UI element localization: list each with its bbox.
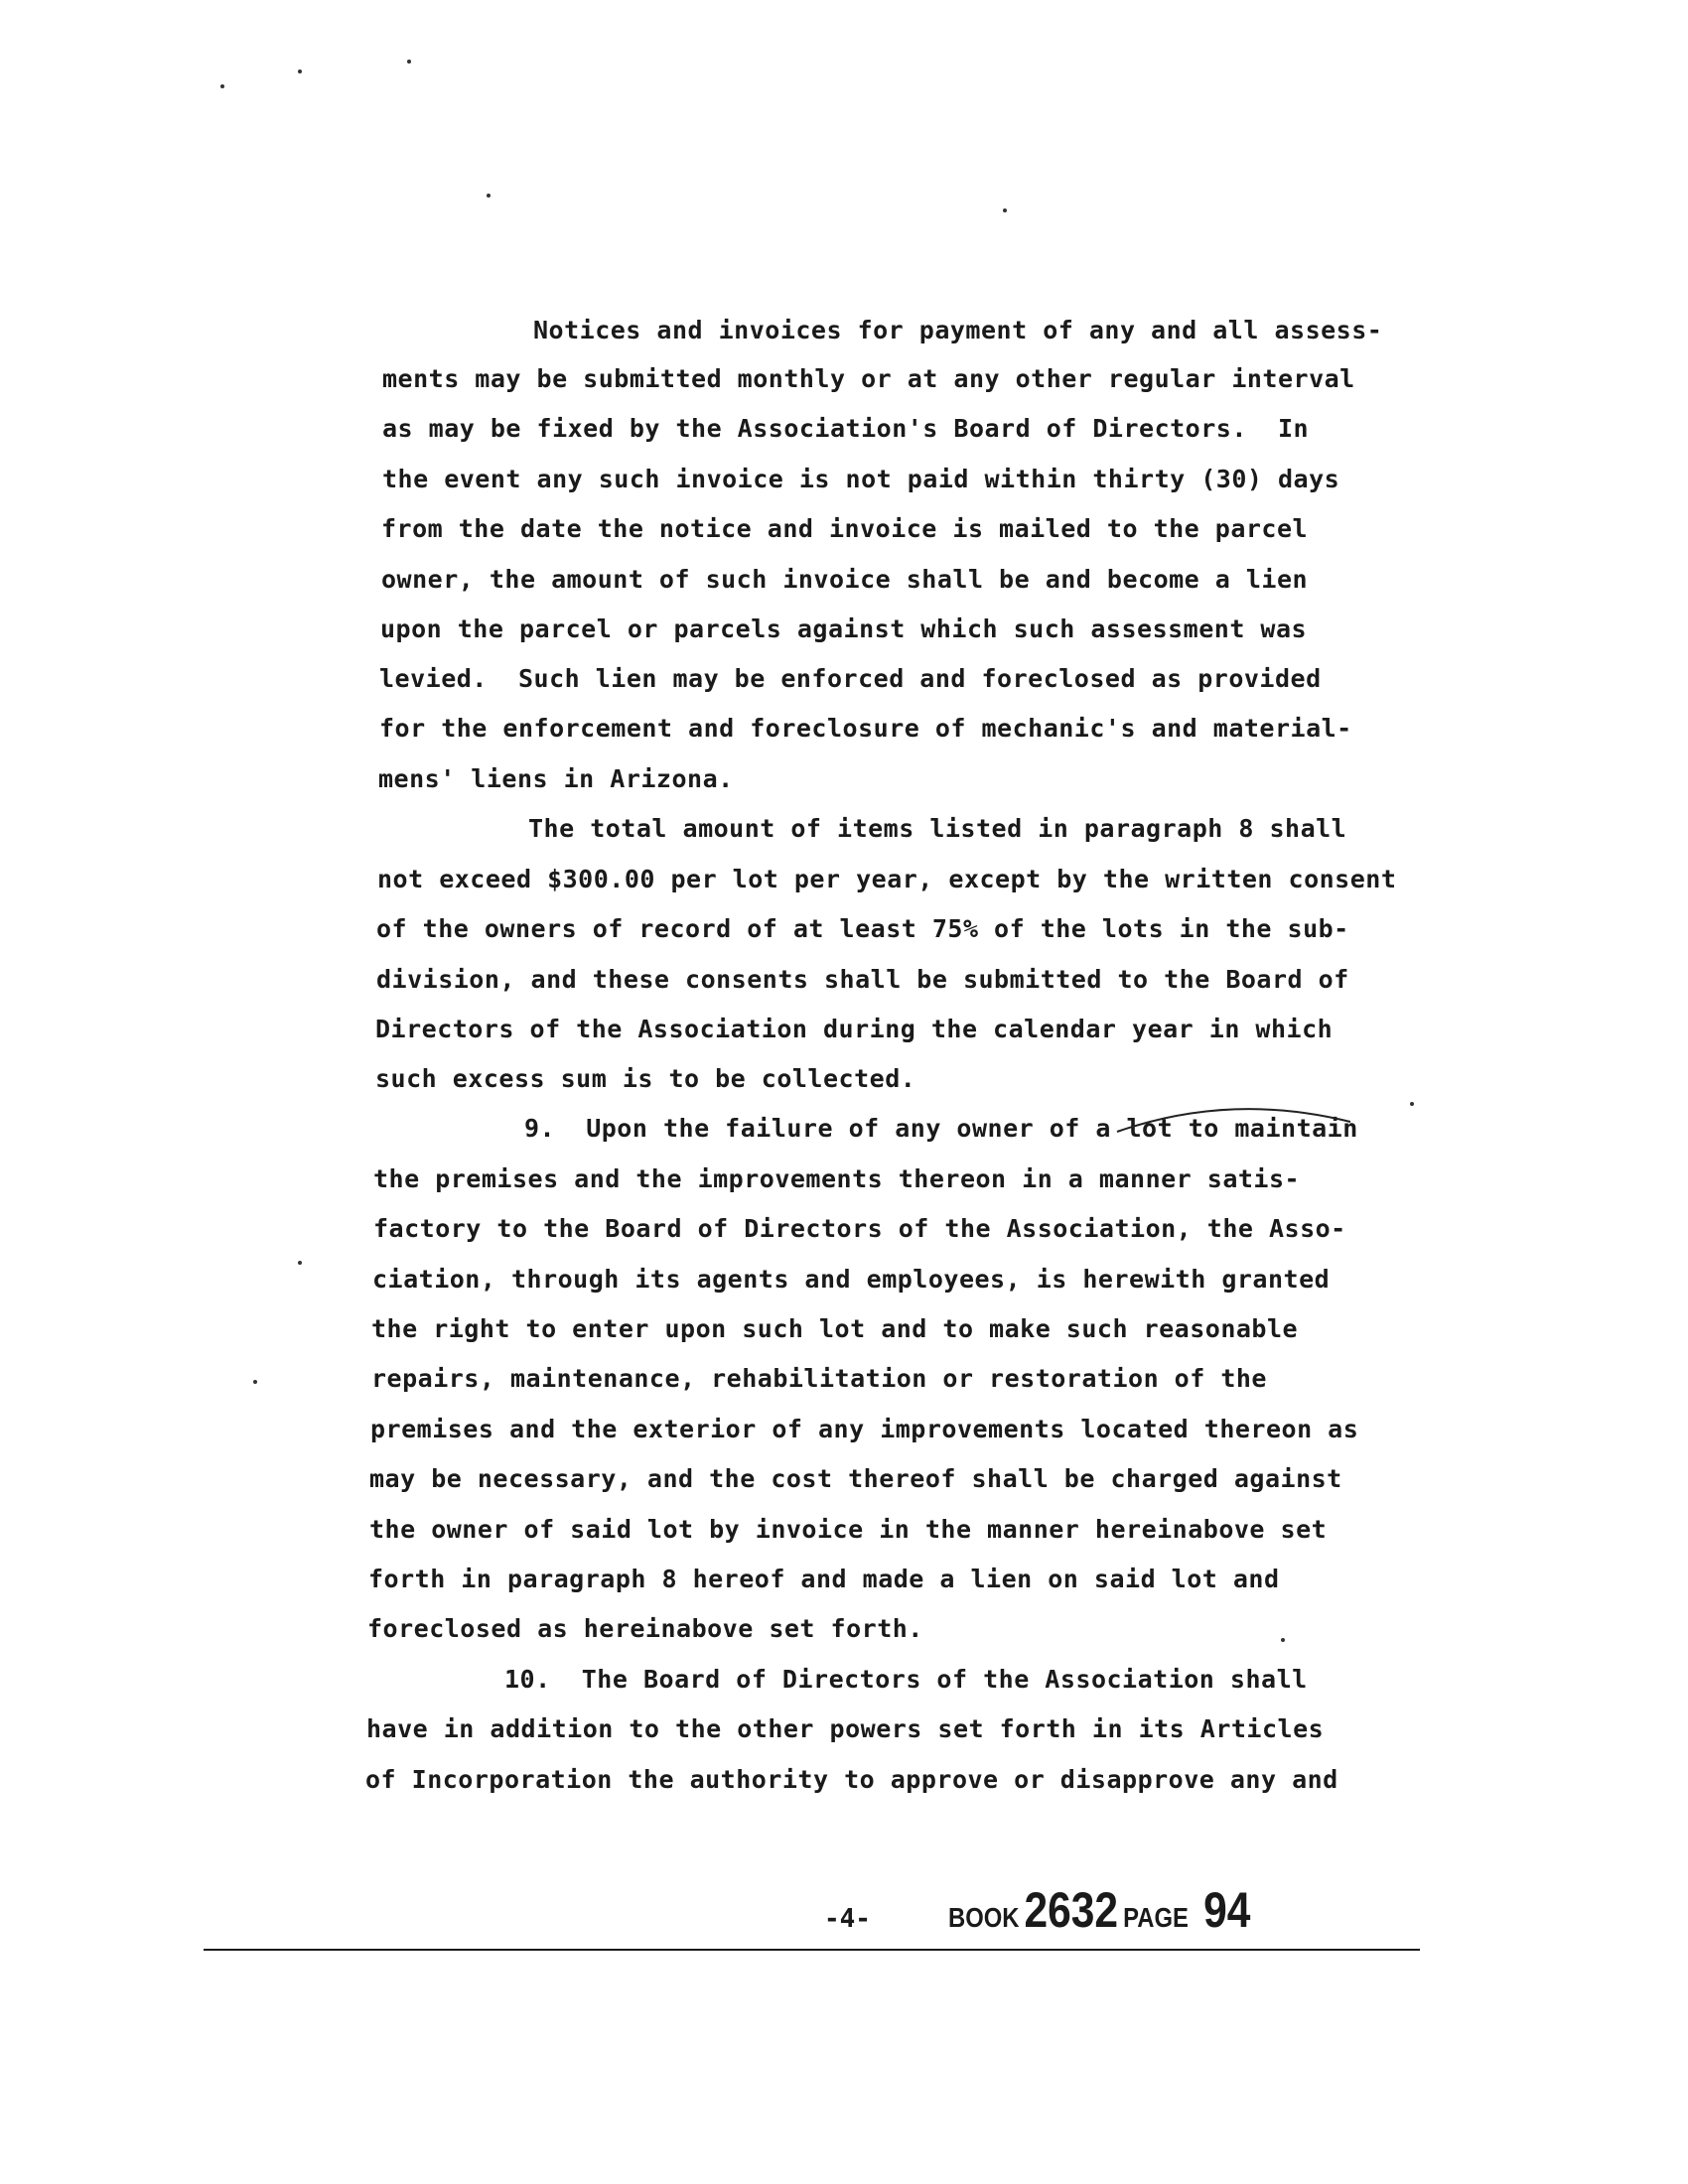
scan-speck [1281, 1638, 1285, 1642]
text-line: mens' liens in Arizona. [378, 764, 734, 793]
scan-speck [298, 69, 302, 73]
scan-speck [298, 1261, 302, 1265]
text-line: the premises and the improvements thereon in a manner satis- [373, 1164, 1301, 1193]
text-line: Notices and invoices for payment of any and all assess- [533, 316, 1383, 344]
text-line: factory to the Board of Directors of the Association, the Asso- [373, 1214, 1346, 1243]
footer-rule [204, 1949, 1420, 1951]
book-page-stamp [948, 1881, 1250, 1939]
text-line: 9. Upon the failure of any owner of a lot to maintain [524, 1114, 1358, 1143]
text-line: as may be fixed by the Association's Board of Directors. In [382, 414, 1310, 443]
text-line: The total amount of items listed in paragraph 8 shall [528, 814, 1347, 843]
text-line: from the date the notice and invoice is mailed to the parcel [381, 514, 1309, 543]
text-line: premises and the exterior of any improvements located thereon as [370, 1415, 1359, 1443]
text-line: ciation, through its agents and employees, is herewith granted [372, 1265, 1331, 1294]
text-line: may be necessary, and the cost thereof shall be charged against [369, 1464, 1342, 1493]
text-line: Directors of the Association during the calendar year in which [375, 1015, 1334, 1043]
text-line: not exceed $300.00 per lot per year, except by the written consent [377, 865, 1397, 893]
scan-speck [253, 1380, 257, 1384]
text-line: of Incorporation the authority to approve or disapprove any and [365, 1765, 1338, 1794]
text-line: for the enforcement and foreclosure of mechanic's and material- [379, 714, 1352, 743]
text-line: have in addition to the other powers set forth in its Articles [366, 1714, 1325, 1743]
text-line: division, and these consents shall be submitted to the Board of [376, 965, 1349, 994]
text-line: the event any such invoice is not paid within thirty (30) days [382, 465, 1340, 493]
page-label: PAGE [1123, 1902, 1189, 1933]
scan-speck [487, 194, 491, 198]
text-line: foreclosed as hereinabove set forth. [367, 1614, 923, 1643]
pen-stroke-mark [1112, 1092, 1360, 1142]
text-line: of the owners of record of at least 75% of the lots in the sub- [376, 914, 1349, 943]
book-number: 2632 [1024, 1882, 1119, 1938]
scan-speck [220, 84, 224, 88]
scan-speck [1003, 208, 1007, 212]
text-line: the right to enter upon such lot and to make such reasonable [371, 1314, 1299, 1343]
text-line: levied. Such lien may be enforced and foreclosed as provided [379, 664, 1322, 693]
text-line: ments may be submitted monthly or at any other regular interval [382, 364, 1355, 393]
text-line: 10. The Board of Directors of the Association shall [504, 1665, 1308, 1694]
text-line: the owner of said lot by invoice in the manner hereinabove set [369, 1515, 1328, 1544]
text-line: forth in paragraph 8 hereof and made a lien on said lot and [368, 1565, 1280, 1593]
book-label: BOOK [948, 1902, 1020, 1933]
page-ref: 94 [1203, 1882, 1251, 1938]
text-line: such excess sum is to be collected. [375, 1064, 916, 1093]
text-line: upon the parcel or parcels against which such assessment was [380, 614, 1308, 643]
page-number: -4- [824, 1904, 871, 1934]
text-line: owner, the amount of such invoice shall be and become a lien [381, 565, 1309, 594]
scan-speck [407, 60, 411, 64]
scan-speck [1410, 1102, 1414, 1106]
text-line: repairs, maintenance, rehabilitation or restoration of the [371, 1364, 1267, 1393]
